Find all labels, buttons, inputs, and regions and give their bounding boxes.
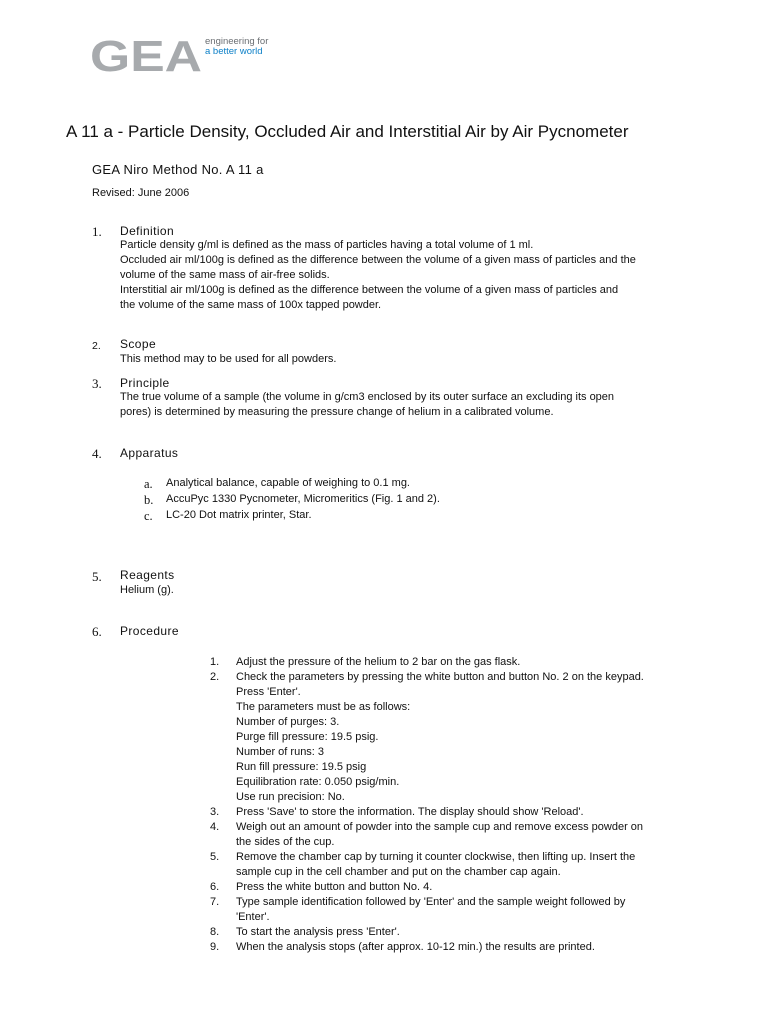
step-line: Press 'Save' to store the information. The display should show 'Reload'. xyxy=(236,806,584,818)
step-line: Check the parameters by pressing the white button and button No. 2 on the keypad. xyxy=(236,671,644,683)
step-line: To start the analysis press 'Enter'. xyxy=(236,926,400,938)
apparatus-text: Analytical balance, capable of weighing to 0.1 mg. xyxy=(166,477,410,489)
reagents-line: Helium (g). xyxy=(120,584,174,596)
procedure-step xyxy=(210,655,644,670)
section-number-apparatus: 4. xyxy=(92,446,102,461)
step-line: sample cup in the cell chamber and put on the chamber cap again. xyxy=(236,866,561,878)
step-line: Press the white button and button No. 4. xyxy=(236,881,433,893)
apparatus-item xyxy=(144,477,440,493)
logo-tagline xyxy=(205,37,268,57)
section-heading-scope: Scope xyxy=(120,337,157,351)
procedure-step xyxy=(210,895,644,925)
section-body-scope xyxy=(120,352,735,367)
step-line: Use run precision: No. xyxy=(236,791,345,803)
scope-line: This method may to be used for all powders. xyxy=(120,353,337,365)
section-body-principle xyxy=(120,390,735,420)
logo-tagline-line-2: a better world xyxy=(205,46,263,57)
apparatus-list xyxy=(144,477,440,525)
procedure-step xyxy=(210,670,644,805)
section-number-procedure: 6. xyxy=(92,624,102,639)
procedure-step xyxy=(210,850,644,880)
procedure-steps xyxy=(210,655,644,955)
step-line: Remove the chamber cap by turning it counter clockwise, then lifting up. Insert the xyxy=(236,851,636,863)
section-heading-principle: Principle xyxy=(120,376,170,390)
step-line: 'Enter'. xyxy=(236,911,270,923)
step-line: Purge fill pressure: 19.5 psig. xyxy=(236,731,379,743)
apparatus-item xyxy=(144,509,440,525)
section-body-reagents xyxy=(120,583,735,598)
step-line: Equilibration rate: 0.050 psig/min. xyxy=(236,776,400,788)
logo-tagline-line-1: engineering for xyxy=(205,36,269,47)
step-line: Number of purges: 3. xyxy=(236,716,340,728)
apparatus-item xyxy=(144,493,440,509)
step-number: 6. xyxy=(210,881,220,893)
apparatus-letter: c. xyxy=(144,509,153,523)
section-number-principle: 3. xyxy=(92,376,102,391)
procedure-step xyxy=(210,940,644,955)
procedure-step xyxy=(210,925,644,940)
step-number: 8. xyxy=(210,926,220,938)
apparatus-text: AccuPyc 1330 Pycnometer, Micromeritics (Fig. 1 and 2). xyxy=(166,493,440,505)
procedure-step xyxy=(210,805,644,820)
step-line: Weigh out an amount of powder into the sample cup and remove excess powder on xyxy=(236,821,644,833)
step-line: Type sample identification followed by 'Enter' and the sample weight followed by xyxy=(236,896,626,908)
definition-line: Interstitial air ml/100g is defined as the difference between the volume of a given mass of particles and xyxy=(120,284,619,296)
step-line: the sides of the cup. xyxy=(236,836,335,848)
definition-line: volume of the same mass of air-free solids. xyxy=(120,269,330,281)
principle-line: pores) is determined by measuring the pressure change of helium in a calibrated volume. xyxy=(120,406,554,418)
step-line: Number of runs: 3 xyxy=(236,746,325,758)
section-body-definition xyxy=(120,238,735,313)
step-number: 5. xyxy=(210,851,220,863)
section-heading-procedure: Procedure xyxy=(120,624,179,638)
step-line: When the analysis stops (after approx. 10-12 min.) the results are printed. xyxy=(236,941,595,953)
section-heading-reagents: Reagents xyxy=(120,568,175,582)
apparatus-text: LC-20 Dot matrix printer, Star. xyxy=(166,509,312,521)
step-line: Run fill pressure: 19.5 psig xyxy=(236,761,367,773)
step-number: 4. xyxy=(210,821,220,833)
section-number-scope: 2. xyxy=(92,340,101,352)
revised-date: Revised: June 2006 xyxy=(92,187,190,199)
section-number-definition: 1. xyxy=(92,224,102,239)
step-number: 1. xyxy=(210,656,220,668)
method-number: GEA Niro Method No. A 11 a xyxy=(92,162,264,177)
step-line: Adjust the pressure of the helium to 2 bar on the gas flask. xyxy=(236,656,521,668)
apparatus-letter: a. xyxy=(144,477,153,491)
definition-line: Occluded air ml/100g is defined as the difference between the volume of a given mass of particles and the xyxy=(120,254,636,266)
section-number-reagents: 5. xyxy=(92,569,102,584)
definition-line: the volume of the same mass of 100x tapped powder. xyxy=(120,299,382,311)
section-heading-apparatus: Apparatus xyxy=(120,446,179,460)
document-title: A 11 a - Particle Density, Occluded Air and Interstitial Air by Air Pycnometer xyxy=(66,122,629,141)
step-number: 2. xyxy=(210,671,220,683)
step-number: 7. xyxy=(210,896,220,908)
definition-line: Particle density g/ml is defined as the mass of particles having a total volume of 1 ml. xyxy=(120,239,534,251)
step-line: Press 'Enter'. xyxy=(236,686,301,698)
step-line: The parameters must be as follows: xyxy=(236,701,411,713)
logo-wordmark: GEA xyxy=(90,36,202,76)
step-number: 3. xyxy=(210,806,220,818)
procedure-step xyxy=(210,880,644,895)
apparatus-letter: b. xyxy=(144,493,154,507)
principle-line: The true volume of a sample (the volume in g/cm3 enclosed by its outer surface an excluding its open xyxy=(120,391,615,403)
section-heading-definition: Definition xyxy=(120,224,175,238)
procedure-step xyxy=(210,820,644,850)
step-number: 9. xyxy=(210,941,220,953)
